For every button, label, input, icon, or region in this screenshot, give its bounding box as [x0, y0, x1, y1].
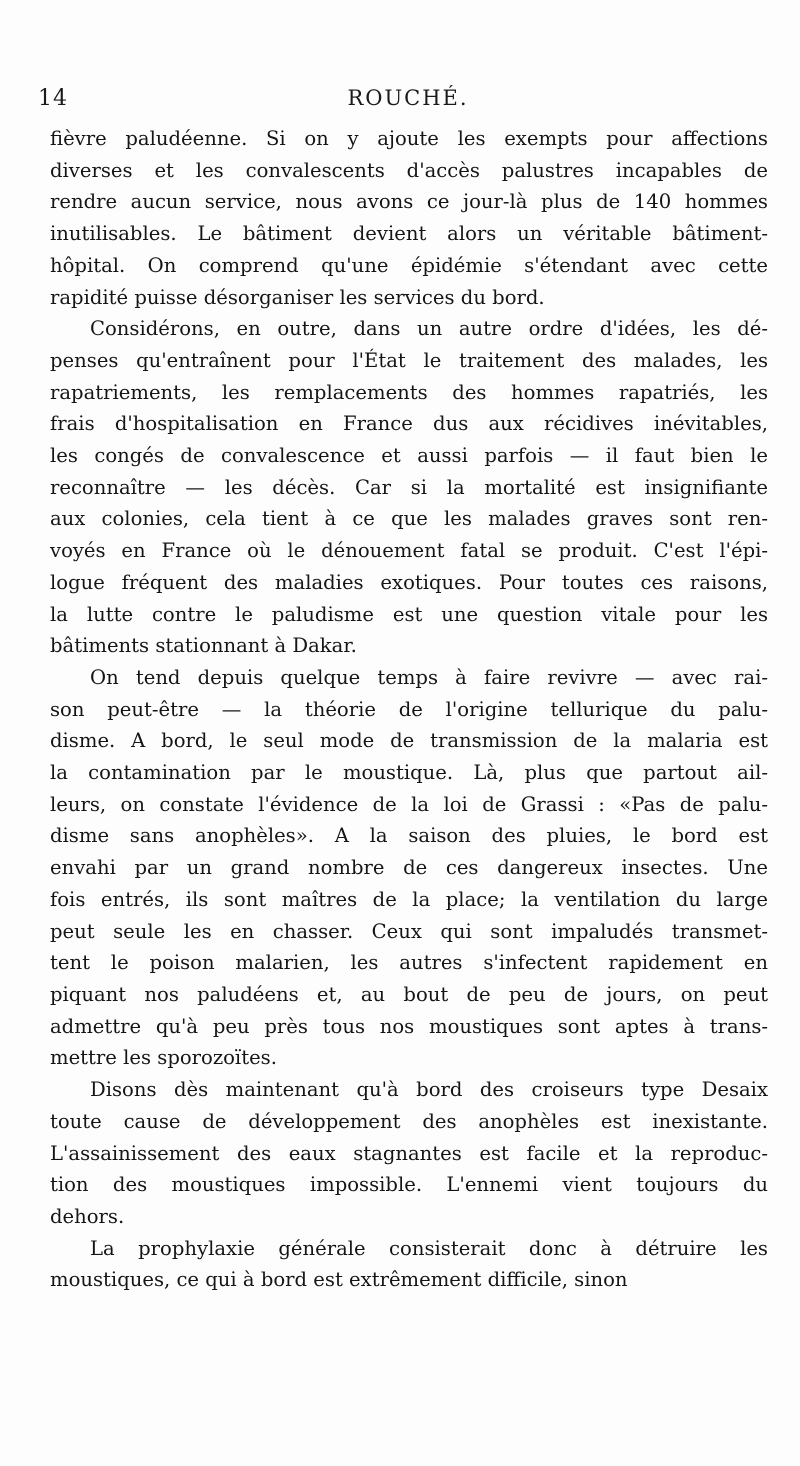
- text-line: On tend depuis quelque temps à faire revivre — avec rai-: [90, 665, 768, 689]
- text-line: mettre les sporozoïtes.: [50, 1046, 277, 1070]
- text-line: envahi par un grand nombre de ces dangereux insectes. Une: [50, 856, 768, 880]
- text-line: diverses et les convalescents d'accès palustres incapables de: [50, 158, 768, 182]
- text-line: moustiques, ce qui à bord est extrêmement difficile, sinon: [50, 1268, 628, 1292]
- text-line: bâtiments stationnant à Dakar.: [50, 634, 357, 658]
- text-line: les congés de convalescence et aussi parfois — il faut bien le: [50, 444, 768, 468]
- text-line: logue fréquent des maladies exotiques. Pour toutes ces raisons,: [50, 570, 768, 594]
- text-line: disme sans anophèles». A la saison des pluies, le bord est: [50, 824, 768, 848]
- paragraph: [50, 313, 768, 662]
- text-line: toute cause de développement des anophèles est inexistante.: [50, 1109, 768, 1133]
- text-line: la lutte contre le paludisme est une question vitale pour les: [50, 602, 768, 626]
- paragraph: [50, 123, 768, 313]
- page-number: 14: [38, 86, 68, 111]
- text-line: son peut-être — la théorie de l'origine tellurique du palu-: [50, 697, 768, 721]
- text-line: Disons dès maintenant qu'à bord des croiseurs type Desaix: [90, 1078, 768, 1102]
- text-line: rapidité puisse désorganiser les services du bord.: [50, 285, 545, 309]
- text-line: fois entrés, ils sont maîtres de la place; la ventilation du large: [50, 887, 768, 911]
- text-line: L'assainissement des eaux stagnantes est facile et la reproduc-: [50, 1141, 768, 1165]
- paragraph: [50, 1233, 768, 1296]
- text-line: frais d'hospitalisation en France dus aux récidives inévitables,: [50, 412, 768, 436]
- text-line: rapatriements, les remplacements des hommes rapatriés, les: [50, 380, 768, 404]
- paragraph: [50, 662, 768, 1074]
- text-line: la contamination par le moustique. Là, plus que partout ail-: [50, 761, 768, 785]
- text-line: Considérons, en outre, dans un autre ordre d'idées, les dé-: [90, 317, 768, 341]
- paragraph: [50, 1074, 768, 1233]
- text-line: peut seule les en chasser. Ceux qui sont impaludés transmet-: [50, 919, 768, 943]
- text-line: hôpital. On comprend qu'une épidémie s'étendant avec cette: [50, 253, 768, 277]
- text-line: rendre aucun service, nous avons ce jour-là plus de 140 hommes: [50, 190, 768, 214]
- text-line: leurs, on constate l'évidence de la loi de Grassi : «Pas de palu-: [50, 792, 768, 816]
- text-line: inutilisables. Le bâtiment devient alors un véritable bâtiment-: [50, 222, 768, 246]
- text-line: aux colonies, cela tient à ce que les malades graves sont ren-: [50, 507, 768, 531]
- text-line: penses qu'entraînent pour l'État le traitement des malades, les: [50, 348, 768, 372]
- text-line: tent le poison malarien, les autres s'infectent rapidement en: [50, 951, 768, 975]
- text-line: voyés en France où le dénouement fatal se produit. C'est l'épi-: [50, 539, 768, 563]
- text-line: La prophylaxie générale consisterait donc à détruire les: [90, 1236, 768, 1260]
- running-head: ROUCHÉ.: [347, 86, 469, 110]
- text-line: reconnaître — les décès. Car si la mortalité est insignifiante: [50, 475, 768, 499]
- text-line: admettre qu'à peu près tous nos moustiques sont aptes à trans-: [50, 1014, 768, 1038]
- page-header: [38, 80, 778, 120]
- text-line: disme. A bord, le seul mode de transmission de la malaria est: [50, 729, 768, 753]
- text-line: fièvre paludéenne. Si on y ajoute les exempts pour affections: [50, 127, 768, 150]
- text-line: tion des moustiques impossible. L'ennemi vient toujours du: [50, 1173, 768, 1197]
- text-line: dehors.: [50, 1204, 125, 1228]
- body-text: [50, 123, 768, 1296]
- text-line: piquant nos paludéens et, au bout de peu de jours, on peut: [50, 982, 768, 1006]
